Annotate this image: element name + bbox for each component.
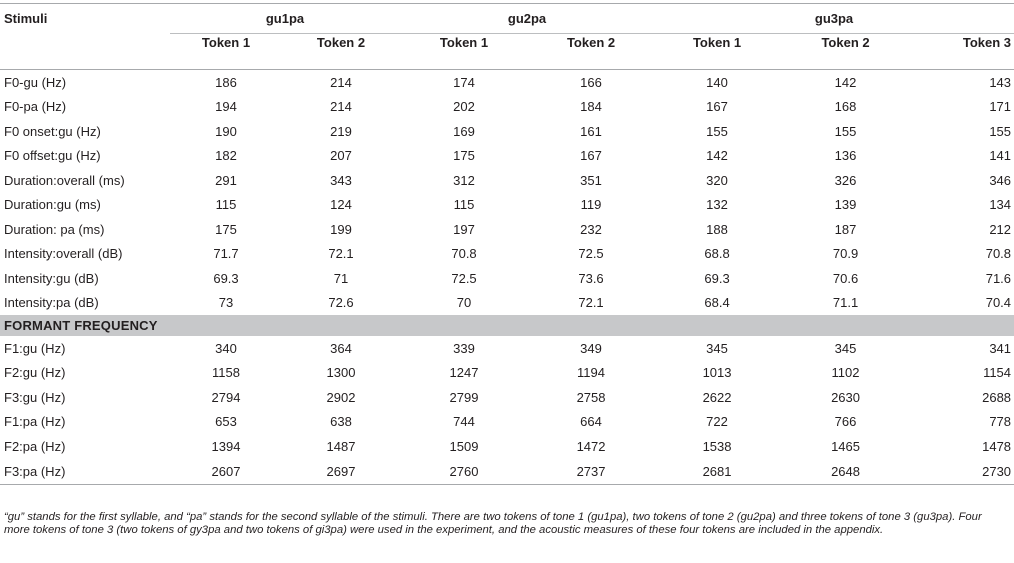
table-cell: 72.6 (328, 295, 354, 311)
table-cell: 167 (706, 99, 728, 115)
table-row (0, 336, 1014, 361)
header-spacer (0, 34, 170, 70)
table-cell: 312 (453, 172, 475, 188)
table-cell: 197 (453, 221, 475, 237)
table-cell: 2737 (528, 459, 654, 485)
table-cell: 194 (215, 99, 237, 115)
section-header (0, 315, 1014, 336)
table-cell: 68.8 (704, 246, 730, 262)
table-cell: 140 (706, 74, 728, 90)
table-cell: 73 (218, 295, 234, 311)
table-cell: 722 (706, 414, 728, 430)
table-cell: 1158 (212, 365, 240, 381)
table-cell: 345 (834, 340, 857, 356)
table-cell: 166 (580, 74, 602, 90)
table-cell: 184 (580, 99, 602, 115)
table-cell: 71.6 (985, 270, 1012, 286)
table-header (0, 4, 1014, 70)
table-cell: 199 (330, 221, 352, 237)
table-cell: 72.1 (578, 295, 604, 311)
token-header: Token 1 (400, 34, 528, 70)
row-label: F1:pa (Hz) (4, 414, 66, 430)
table-cell: 638 (330, 414, 352, 430)
table-cell: 766 (834, 414, 857, 430)
table-cell: 143 (989, 74, 1012, 90)
section-title: FORMANT FREQUENCY (0, 315, 1014, 336)
table-cell: 132 (706, 197, 728, 213)
table-cell: 219 (330, 123, 352, 139)
table-cell: 2648 (780, 459, 911, 485)
table-cell: 134 (989, 197, 1012, 213)
row-label: F1:gu (Hz) (4, 340, 66, 356)
table-cell: 188 (706, 221, 728, 237)
table-cell: 346 (989, 172, 1012, 188)
table-cell: 72.1 (328, 246, 354, 262)
table-row (0, 95, 1014, 120)
table-cell: 69.3 (704, 270, 730, 286)
table-cell: 155 (834, 123, 857, 139)
table-cell: 2681 (654, 459, 780, 485)
row-label: Duration:gu (ms) (4, 197, 101, 213)
table-cell: 2688 (982, 389, 1012, 405)
table-cell: 349 (580, 340, 602, 356)
table-cell: 207 (330, 148, 352, 164)
table-cell: 1478 (982, 438, 1012, 454)
table-cell: 70 (456, 295, 472, 311)
row-label: F0 onset:gu (Hz) (4, 123, 101, 139)
group-header-gu1pa: gu1pa (170, 4, 400, 34)
table-cell: 169 (453, 123, 475, 139)
table-cell: 70.9 (832, 246, 859, 262)
table-cell: 2622 (702, 389, 732, 405)
table-cell: 326 (834, 172, 857, 188)
table-row (0, 193, 1014, 218)
table-row (0, 459, 1014, 485)
row-label: F0 offset:gu (Hz) (4, 148, 101, 164)
table-footnote: “gu” stands for the first syllable, and “pa” stands for the second syllable of the stimuli. There are two tokens of tone 1 (gu1pa), two tokens of tone 2 (gu2pa) and three tokens of tone 3 (gu3pa). Four more tokens of tone 3 (two tokens of gy3pa and two tokens of gi3pa) were used in the experiment, and the acoustic measures of these four tokens are included in the appendix. (4, 511, 982, 537)
table-cell: 70.8 (451, 246, 477, 262)
table-cell: 73.6 (578, 270, 604, 286)
table-body-formants (0, 336, 1014, 484)
table-body-measures (0, 70, 1014, 316)
table-cell: 142 (706, 148, 728, 164)
token-header: Token 3 (911, 34, 1014, 70)
table-row (0, 168, 1014, 193)
header-row-tokens (0, 34, 1014, 70)
table-cell: 2902 (326, 389, 356, 405)
table-row (0, 217, 1014, 242)
table-cell: 155 (989, 123, 1012, 139)
table-cell: 1487 (326, 438, 356, 454)
stimuli-header: Stimuli (4, 11, 48, 27)
table-row (0, 385, 1014, 410)
row-label: F3:pa (Hz) (0, 459, 170, 485)
table-cell: 119 (580, 197, 602, 213)
row-label: F2:gu (Hz) (4, 365, 66, 381)
table-cell: 124 (330, 197, 352, 213)
table-cell: 1465 (831, 438, 860, 454)
table-cell: 115 (215, 197, 237, 213)
table-cell: 190 (215, 123, 237, 139)
group-header-gu2pa: gu2pa (400, 4, 654, 34)
row-label: Duration: pa (ms) (4, 221, 105, 237)
row-label: Duration:overall (ms) (4, 172, 125, 188)
table-cell: 168 (834, 99, 857, 115)
table-cell: 364 (330, 340, 352, 356)
table-cell: 115 (453, 197, 475, 213)
table-cell: 72.5 (451, 270, 477, 286)
row-label: F0-pa (Hz) (4, 99, 67, 115)
group-header-gu3pa: gu3pa (654, 4, 1014, 34)
row-label: F3:gu (Hz) (4, 389, 66, 405)
table-cell: 744 (453, 414, 475, 430)
table-cell: 340 (215, 340, 237, 356)
table-row (0, 119, 1014, 144)
table-cell: 664 (580, 414, 602, 430)
table-row (0, 266, 1014, 291)
table-cell: 1154 (983, 365, 1012, 381)
table-row (0, 361, 1014, 386)
table-cell: 1102 (831, 365, 860, 381)
token-header: Token 2 (528, 34, 654, 70)
acoustic-measures-table (0, 3, 1014, 485)
token-header: Token 2 (780, 34, 911, 70)
table-cell: 214 (330, 99, 352, 115)
table-row (0, 70, 1014, 95)
table-cell: 345 (706, 340, 728, 356)
table-cell: 320 (706, 172, 728, 188)
table-cell: 2799 (449, 389, 479, 405)
section-row (0, 315, 1014, 336)
table-cell: 70.6 (832, 270, 859, 286)
table-cell: 167 (580, 148, 602, 164)
table-cell: 343 (330, 172, 352, 188)
table-cell: 1472 (576, 438, 606, 454)
table-cell: 339 (453, 340, 475, 356)
table-row (0, 291, 1014, 316)
table-cell: 72.5 (578, 246, 604, 262)
table-cell: 155 (706, 123, 728, 139)
table-cell: 1013 (702, 365, 732, 381)
table-cell: 653 (215, 414, 237, 430)
table-cell: 1300 (326, 365, 356, 381)
table-row (0, 434, 1014, 459)
row-label: Intensity:overall (dB) (4, 246, 123, 262)
table-cell: 2758 (576, 389, 606, 405)
table-cell: 2630 (831, 389, 860, 405)
table-cell: 175 (215, 221, 237, 237)
table-cell: 68.4 (704, 295, 730, 311)
table-cell: 1509 (449, 438, 479, 454)
table-cell: 186 (215, 74, 237, 90)
table-cell: 141 (989, 148, 1012, 164)
row-label: F2:pa (Hz) (4, 438, 66, 454)
token-header: Token 1 (170, 34, 282, 70)
table-row (0, 410, 1014, 435)
table-cell: 71.7 (213, 246, 239, 262)
table-cell: 171 (989, 99, 1012, 115)
table-cell: 2730 (911, 459, 1014, 485)
table-cell: 232 (580, 221, 602, 237)
table-cell: 1194 (577, 365, 605, 381)
table-cell: 212 (989, 221, 1012, 237)
table-cell: 2607 (170, 459, 282, 485)
table-cell: 187 (834, 221, 857, 237)
table-cell: 214 (330, 74, 352, 90)
table-cell: 1538 (702, 438, 732, 454)
table-cell: 139 (834, 197, 857, 213)
header-row-groups (0, 4, 1014, 34)
table-cell: 1394 (211, 438, 241, 454)
table-cell: 1247 (449, 365, 479, 381)
table-cell: 70.4 (985, 295, 1012, 311)
table-cell: 202 (453, 99, 475, 115)
row-label: Intensity:pa (dB) (4, 295, 99, 311)
table-cell: 71 (333, 270, 349, 286)
table-cell: 778 (989, 414, 1012, 430)
table-cell: 175 (453, 148, 475, 164)
table-cell: 341 (989, 340, 1012, 356)
table-cell: 161 (580, 123, 602, 139)
table-cell: 351 (580, 172, 602, 188)
table-cell: 182 (215, 148, 237, 164)
table-cell: 2697 (282, 459, 400, 485)
table-cell: 71.1 (832, 295, 859, 311)
table-row (0, 242, 1014, 267)
table-cell: 2794 (211, 389, 241, 405)
table-cell: 174 (453, 74, 475, 90)
table-cell: 69.3 (213, 270, 239, 286)
table-cell: 136 (834, 148, 857, 164)
table-cell: 70.8 (985, 246, 1012, 262)
row-label: Intensity:gu (dB) (4, 270, 99, 286)
table-row (0, 144, 1014, 169)
row-label: F0-gu (Hz) (4, 74, 67, 90)
token-header: Token 2 (282, 34, 400, 70)
token-header: Token 1 (654, 34, 780, 70)
table-cell: 291 (215, 172, 237, 188)
table-cell: 142 (834, 74, 857, 90)
table-cell: 2760 (400, 459, 528, 485)
